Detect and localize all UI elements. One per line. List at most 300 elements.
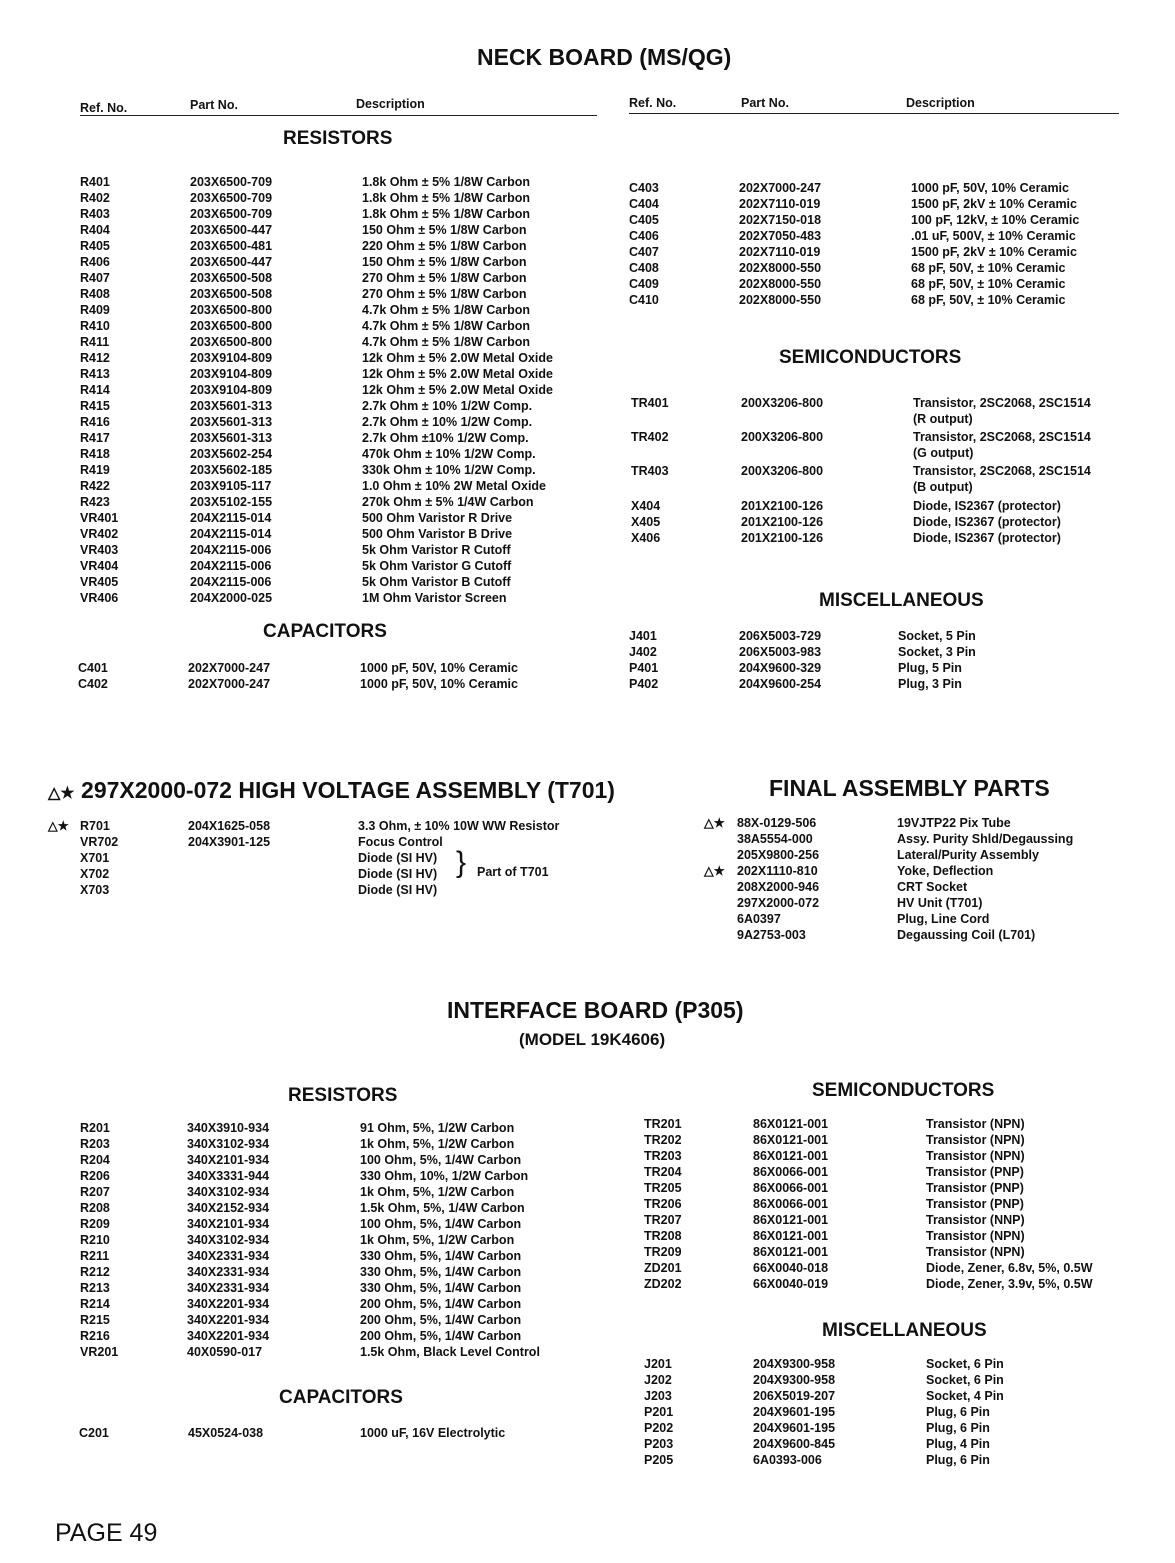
table-cell: R418 — [80, 447, 110, 461]
table-cell: 100 pF, 12kV, ± 10% Ceramic — [911, 213, 1080, 227]
table-row — [644, 1132, 1154, 1148]
description-line: (R output) — [913, 412, 973, 426]
table-row — [629, 228, 1149, 244]
table-cell: 203X6500-709 — [190, 175, 273, 189]
table-cell: C201 — [79, 1426, 109, 1440]
table-cell — [913, 429, 1143, 461]
table-row — [48, 818, 628, 834]
table-cell: VR702 — [80, 835, 119, 849]
interface-model: (MODEL 19K4606) — [519, 1030, 666, 1049]
table-row — [644, 1276, 1154, 1292]
table-row — [80, 174, 620, 190]
table-cell: TR203 — [644, 1149, 682, 1163]
table-cell: CRT Socket — [897, 880, 968, 894]
table-cell: C403 — [629, 181, 659, 195]
table-cell: 68 pF, 50V, ± 10% Ceramic — [911, 277, 1066, 291]
table-cell: 200X3206-800 — [741, 464, 824, 478]
table-cell: 2.7k Ohm ± 10% 1/2W Comp. — [362, 399, 533, 413]
table-row — [80, 1200, 600, 1216]
table-row — [48, 850, 628, 866]
table-row — [80, 526, 620, 542]
table-cell: Plug, 4 Pin — [926, 1437, 990, 1451]
table-cell: 340X2152-934 — [187, 1201, 270, 1215]
table-cell: P201 — [644, 1405, 674, 1419]
table-row — [80, 350, 620, 366]
table-cell: 202X8000-550 — [739, 277, 822, 291]
neck-transistors-table — [631, 395, 1151, 497]
table-cell: R211 — [80, 1249, 110, 1263]
table-cell: R403 — [80, 207, 110, 221]
table-cell: J402 — [629, 645, 657, 659]
table-cell: 200 Ohm, 5%, 1/4W Carbon — [360, 1313, 522, 1327]
table-cell: 201X2100-126 — [741, 531, 824, 545]
description-line: Transistor, 2SC2068, 2SC1514 — [913, 430, 1091, 444]
table-cell: Plug, 5 Pin — [898, 661, 962, 675]
table-cell: 270k Ohm ± 5% 1/4W Carbon — [362, 495, 534, 509]
table-cell: 1000 uF, 16V Electrolytic — [360, 1426, 506, 1440]
table-cell: Transistor (NPN) — [926, 1245, 1025, 1259]
table-cell: 66X0040-019 — [753, 1277, 829, 1291]
interface-misc-heading: MISCELLANEOUS — [822, 1320, 987, 1341]
table-cell: TR204 — [644, 1165, 682, 1179]
table-row — [80, 1296, 600, 1312]
table-cell: Plug, Line Cord — [897, 912, 990, 926]
neck-diodes-table — [631, 498, 1151, 546]
description-line: Transistor, 2SC2068, 2SC1514 — [913, 396, 1091, 410]
table-cell: J202 — [644, 1373, 672, 1387]
neck-misc-heading: MISCELLANEOUS — [819, 590, 984, 611]
table-cell: 45X0524-038 — [188, 1426, 264, 1440]
table-cell: 86X0121-001 — [753, 1213, 829, 1227]
table-cell: 203X6500-709 — [190, 191, 273, 205]
neck-resistors-table — [80, 174, 620, 606]
table-cell: R414 — [80, 383, 110, 397]
table-cell: 86X0121-001 — [753, 1117, 829, 1131]
table-row — [80, 1136, 600, 1152]
table-cell: 204X9601-195 — [753, 1421, 836, 1435]
table-cell: Transistor (PNP) — [926, 1165, 1024, 1179]
table-cell: 1M Ohm Varistor Screen — [362, 591, 507, 605]
table-row — [644, 1260, 1154, 1276]
table-cell: 203X5601-313 — [190, 415, 273, 429]
description-line: Transistor, 2SC2068, 2SC1514 — [913, 464, 1091, 478]
warning-star-icon: △★ — [48, 785, 75, 802]
table-cell: 40X0590-017 — [187, 1345, 263, 1359]
table-cell: 1000 pF, 50V, 10% Ceramic — [360, 661, 518, 675]
table-cell: R212 — [80, 1265, 110, 1279]
table-row — [629, 628, 1149, 644]
table-cell: R412 — [80, 351, 110, 365]
table-row — [644, 1116, 1154, 1132]
table-cell: 202X8000-550 — [739, 293, 822, 307]
table-cell: 202X1110-810 — [737, 864, 818, 878]
table-cell: Plug, 6 Pin — [926, 1405, 990, 1419]
table-cell: 203X6500-508 — [190, 287, 273, 301]
interface-semiconductors-heading: SEMICONDUCTORS — [812, 1080, 995, 1101]
table-row — [644, 1196, 1154, 1212]
description-line: (G output) — [913, 446, 974, 460]
table-cell: R423 — [80, 495, 110, 509]
table-cell: R215 — [80, 1313, 110, 1327]
table-cell: 204X2115-014 — [190, 527, 272, 541]
neck-capacitors-right-table — [629, 180, 1149, 308]
table-cell: 150 Ohm ± 5% 1/8W Carbon — [362, 223, 527, 237]
table-row — [80, 430, 620, 446]
hv-table — [48, 818, 628, 898]
table-cell: 297X2000-072 — [737, 896, 820, 910]
table-cell — [913, 463, 1143, 495]
table-cell: 340X3102-934 — [187, 1137, 270, 1151]
table-cell: ZD201 — [644, 1261, 682, 1275]
table-cell: R408 — [80, 287, 110, 301]
table-row — [629, 260, 1149, 276]
table-row — [80, 558, 620, 574]
table-cell: 340X2331-934 — [187, 1249, 270, 1263]
table-cell: 205X9800-256 — [737, 848, 820, 862]
table-cell: R419 — [80, 463, 110, 477]
table-cell: Transistor (PNP) — [926, 1181, 1024, 1195]
table-row — [80, 542, 620, 558]
table-cell: 1k Ohm, 5%, 1/2W Carbon — [360, 1137, 515, 1151]
table-cell: Plug, 3 Pin — [898, 677, 962, 691]
table-cell: 4.7k Ohm ± 5% 1/8W Carbon — [362, 319, 531, 333]
table-cell: 470k Ohm ± 10% 1/2W Comp. — [362, 447, 536, 461]
neck-board-title: NECK BOARD (MS/QG) — [477, 44, 732, 70]
table-row — [704, 831, 1144, 847]
table-cell: Socket, 6 Pin — [926, 1373, 1004, 1387]
table-row — [644, 1452, 1154, 1468]
table-cell: 100 Ohm, 5%, 1/4W Carbon — [360, 1153, 522, 1167]
description-line: (B output) — [913, 480, 973, 494]
table-row — [80, 1328, 600, 1344]
table-cell: 206X5019-207 — [753, 1389, 836, 1403]
table-cell: Diode, IS2367 (protector) — [913, 499, 1061, 513]
table-cell: 86X0066-001 — [753, 1165, 829, 1179]
table-cell: X406 — [631, 531, 661, 545]
table-cell: X702 — [80, 867, 110, 881]
table-cell: 2.7k Ohm ± 10% 1/2W Comp. — [362, 415, 533, 429]
table-cell: 340X2331-934 — [187, 1265, 270, 1279]
table-cell: TR206 — [644, 1197, 682, 1211]
table-cell: 500 Ohm Varistor R Drive — [362, 511, 513, 525]
table-cell: R406 — [80, 255, 110, 269]
table-row — [80, 222, 620, 238]
table-cell: R410 — [80, 319, 110, 333]
table-cell: 204X2000-025 — [190, 591, 273, 605]
table-cell: 6A0397 — [737, 912, 781, 926]
table-row — [80, 1344, 600, 1360]
table-cell: 206X5003-983 — [739, 645, 822, 659]
table-cell: △★ — [704, 864, 725, 878]
table-row — [644, 1212, 1154, 1228]
table-row — [644, 1244, 1154, 1260]
table-cell: R203 — [80, 1137, 110, 1151]
table-cell: VR402 — [80, 527, 119, 541]
table-cell — [913, 395, 1143, 427]
table-cell: Diode (SI HV) — [358, 883, 438, 897]
table-cell: Degaussing Coil (L701) — [897, 928, 1036, 942]
table-cell: C406 — [629, 229, 659, 243]
table-cell: 203X5601-313 — [190, 399, 273, 413]
table-cell: 340X3102-934 — [187, 1233, 270, 1247]
table-cell: Focus Control — [358, 835, 443, 849]
table-cell: R405 — [80, 239, 110, 253]
table-row — [631, 498, 1151, 514]
table-row — [80, 1248, 600, 1264]
table-cell: R208 — [80, 1201, 110, 1215]
table-cell: 220 Ohm ± 5% 1/8W Carbon — [362, 239, 527, 253]
table-cell: TR205 — [644, 1181, 682, 1195]
table-cell: .01 uF, 500V, ± 10% Ceramic — [911, 229, 1076, 243]
table-cell: Socket, 4 Pin — [926, 1389, 1004, 1403]
table-cell: 340X2101-934 — [187, 1153, 270, 1167]
table-cell: 86X0121-001 — [753, 1229, 829, 1243]
table-row — [80, 302, 620, 318]
table-cell: 86X0066-001 — [753, 1181, 829, 1195]
interface-resistors-table — [80, 1120, 600, 1360]
table-cell: 206X5003-729 — [739, 629, 822, 643]
table-cell: 270 Ohm ± 5% 1/8W Carbon — [362, 271, 527, 285]
table-cell: 201X2100-126 — [741, 515, 824, 529]
table-cell: 202X7110-019 — [739, 245, 821, 259]
header-desc-right: Description — [906, 96, 975, 110]
table-cell: P203 — [644, 1437, 674, 1451]
table-cell: R407 — [80, 271, 110, 285]
table-cell: X404 — [631, 499, 661, 513]
table-row — [629, 212, 1149, 228]
table-cell: 204X9300-958 — [753, 1373, 836, 1387]
table-cell: 38A5554-000 — [737, 832, 813, 846]
table-cell: 12k Ohm ± 5% 2.0W Metal Oxide — [362, 351, 553, 365]
table-cell: 203X6500-447 — [190, 255, 273, 269]
table-cell: 68 pF, 50V, ± 10% Ceramic — [911, 261, 1066, 275]
table-cell: J201 — [644, 1357, 672, 1371]
table-row — [80, 1264, 600, 1280]
table-cell: R209 — [80, 1217, 110, 1231]
table-cell: J203 — [644, 1389, 672, 1403]
table-row — [80, 382, 620, 398]
table-cell: 2.7k Ohm ±10% 1/2W Comp. — [362, 431, 529, 445]
neck-capacitors-left-table — [78, 660, 618, 692]
table-cell: Transistor (NPN) — [926, 1133, 1025, 1147]
table-row — [644, 1388, 1154, 1404]
table-row — [80, 574, 620, 590]
table-cell: 204X9300-958 — [753, 1357, 836, 1371]
table-row — [644, 1180, 1154, 1196]
table-row — [80, 510, 620, 526]
table-cell: R204 — [80, 1153, 110, 1167]
table-cell: 150 Ohm ± 5% 1/8W Carbon — [362, 255, 527, 269]
table-row — [629, 644, 1149, 660]
table-cell: R206 — [80, 1169, 110, 1183]
table-row — [629, 244, 1149, 260]
brace-symbol: } — [456, 846, 467, 879]
table-row — [644, 1372, 1154, 1388]
table-cell: TR209 — [644, 1245, 682, 1259]
table-cell: Transistor (NPN) — [926, 1117, 1025, 1131]
table-cell: 86X0121-001 — [753, 1149, 829, 1163]
table-cell: 340X3910-934 — [187, 1121, 270, 1135]
table-cell: 500 Ohm Varistor B Drive — [362, 527, 513, 541]
table-row — [80, 206, 620, 222]
table-cell: 208X2000-946 — [737, 880, 820, 894]
table-cell: 340X2331-934 — [187, 1281, 270, 1295]
table-cell: VR404 — [80, 559, 119, 573]
table-row — [80, 334, 620, 350]
table-cell: TR208 — [644, 1229, 682, 1243]
table-row — [80, 1280, 600, 1296]
final-assembly-title: FINAL ASSEMBLY PARTS — [769, 775, 1050, 801]
table-cell: VR403 — [80, 543, 119, 557]
header-rule-right — [629, 113, 1119, 114]
table-cell: 202X7000-247 — [739, 181, 822, 195]
table-cell: C402 — [78, 677, 108, 691]
table-cell: Socket, 6 Pin — [926, 1357, 1004, 1371]
neck-semiconductors-heading: SEMICONDUCTORS — [779, 347, 962, 368]
table-row — [80, 190, 620, 206]
table-cell: R207 — [80, 1185, 110, 1199]
table-cell: 340X2201-934 — [187, 1313, 270, 1327]
table-row — [631, 530, 1151, 546]
table-cell: 86X0121-001 — [753, 1133, 829, 1147]
neck-resistors-heading: RESISTORS — [283, 128, 393, 149]
header-part-right: Part No. — [741, 96, 789, 110]
table-cell: R402 — [80, 191, 110, 205]
table-cell: R417 — [80, 431, 110, 445]
page-number: PAGE 49 — [55, 1519, 158, 1547]
neck-capacitors-heading: CAPACITORS — [263, 621, 387, 642]
final-assembly-table — [704, 815, 1144, 943]
table-cell: 100 Ohm, 5%, 1/4W Carbon — [360, 1217, 522, 1231]
table-row — [80, 462, 620, 478]
table-row — [80, 1168, 600, 1184]
table-cell: P202 — [644, 1421, 674, 1435]
table-cell: Plug, 6 Pin — [926, 1453, 990, 1467]
table-cell: HV Unit (T701) — [897, 896, 983, 910]
table-row — [79, 1425, 599, 1441]
table-cell: J401 — [629, 629, 657, 643]
table-cell: R210 — [80, 1233, 110, 1247]
table-cell: Diode (SI HV) — [358, 851, 438, 865]
table-row — [704, 863, 1144, 879]
table-cell: Assy. Purity Shld/Degaussing — [897, 832, 1074, 846]
table-cell: 66X0040-018 — [753, 1261, 829, 1275]
table-cell: 340X2201-934 — [187, 1297, 270, 1311]
table-cell: Lateral/Purity Assembly — [897, 848, 1039, 862]
table-cell: 200 Ohm, 5%, 1/4W Carbon — [360, 1297, 522, 1311]
table-row — [80, 1184, 600, 1200]
table-cell: 88X-0129-506 — [737, 816, 817, 830]
header-rule-left — [80, 115, 597, 116]
table-cell: Transistor (NPN) — [926, 1229, 1025, 1243]
table-cell: 204X3901-125 — [188, 835, 271, 849]
table-cell: 1500 pF, 2kV ± 10% Ceramic — [911, 197, 1077, 211]
table-cell: 1.5k Ohm, Black Level Control — [360, 1345, 540, 1359]
table-cell: 340X2201-934 — [187, 1329, 270, 1343]
table-cell: C410 — [629, 293, 659, 307]
table-cell: Transistor (PNP) — [926, 1197, 1024, 1211]
table-cell: 1.8k Ohm ± 5% 1/8W Carbon — [362, 175, 531, 189]
interface-resistors-heading: RESISTORS — [288, 1085, 398, 1106]
table-row — [629, 292, 1149, 308]
table-cell: 4.7k Ohm ± 5% 1/8W Carbon — [362, 303, 531, 317]
table-row — [80, 238, 620, 254]
table-cell: 201X2100-126 — [741, 499, 824, 513]
table-row — [631, 463, 1151, 497]
table-cell: VR406 — [80, 591, 119, 605]
table-cell: 204X9600-329 — [739, 661, 822, 675]
table-cell: 330 Ohm, 10%, 1/2W Carbon — [360, 1169, 529, 1183]
table-cell: 203X6500-508 — [190, 271, 273, 285]
table-row — [629, 276, 1149, 292]
table-cell: Diode, Zener, 3.9v, 5%, 0.5W — [926, 1277, 1093, 1291]
table-row — [80, 1232, 600, 1248]
table-cell: 1k Ohm, 5%, 1/2W Carbon — [360, 1233, 515, 1247]
table-cell: C409 — [629, 277, 659, 291]
table-cell: 203X9104-809 — [190, 383, 273, 397]
table-cell: R701 — [80, 819, 110, 833]
table-cell: Diode, Zener, 6.8v, 5%, 0.5W — [926, 1261, 1093, 1275]
table-cell: 6A0393-006 — [753, 1453, 822, 1467]
table-cell: X703 — [80, 883, 110, 897]
table-cell: 12k Ohm ± 5% 2.0W Metal Oxide — [362, 383, 553, 397]
table-cell: Socket, 5 Pin — [898, 629, 976, 643]
table-cell: TR403 — [631, 464, 669, 478]
table-cell: 340X2101-934 — [187, 1217, 270, 1231]
table-cell: 19VJTP22 Pix Tube — [897, 816, 1011, 830]
header-ref-left: Ref. No. — [80, 101, 128, 115]
table-cell: 1000 pF, 50V, 10% Ceramic — [360, 677, 518, 691]
table-cell: 203X6500-709 — [190, 207, 273, 221]
interface-capacitors-table — [79, 1425, 599, 1441]
table-cell: Plug, 6 Pin — [926, 1421, 990, 1435]
table-cell: P205 — [644, 1453, 674, 1467]
table-cell: 1500 pF, 2kV ± 10% Ceramic — [911, 245, 1077, 259]
table-cell: 5k Ohm Varistor G Cutoff — [362, 559, 512, 573]
table-cell: 1k Ohm, 5%, 1/2W Carbon — [360, 1185, 515, 1199]
table-cell: 340X3331-944 — [187, 1169, 270, 1183]
table-cell: 202X7000-247 — [188, 661, 271, 675]
table-cell: VR405 — [80, 575, 119, 589]
table-row — [80, 318, 620, 334]
table-cell: C407 — [629, 245, 659, 259]
table-row — [78, 676, 618, 692]
table-cell: 203X5602-185 — [190, 463, 273, 477]
table-cell: TR401 — [631, 396, 669, 410]
table-cell: R404 — [80, 223, 110, 237]
interface-misc-table — [644, 1356, 1154, 1468]
table-cell: 1000 pF, 50V, 10% Ceramic — [911, 181, 1069, 195]
table-cell: 203X5602-254 — [190, 447, 273, 461]
table-cell: 3.3 Ohm, ± 10% 10W WW Resistor — [358, 819, 560, 833]
table-row — [644, 1148, 1154, 1164]
table-cell: 204X9601-195 — [753, 1405, 836, 1419]
table-cell: R214 — [80, 1297, 110, 1311]
table-cell: R411 — [80, 335, 110, 349]
table-cell: TR201 — [644, 1117, 682, 1131]
table-cell: 330k Ohm ± 10% 1/2W Comp. — [362, 463, 536, 477]
header-part-left: Part No. — [190, 98, 238, 112]
table-cell: 340X3102-934 — [187, 1185, 270, 1199]
table-cell: 12k Ohm ± 5% 2.0W Metal Oxide — [362, 367, 553, 381]
table-cell: 202X7110-019 — [739, 197, 821, 211]
table-cell: P401 — [629, 661, 659, 675]
table-cell: 203X9105-117 — [190, 479, 272, 493]
table-cell: X405 — [631, 515, 661, 529]
table-cell: 330 Ohm, 5%, 1/4W Carbon — [360, 1265, 522, 1279]
table-cell: VR201 — [80, 1345, 119, 1359]
table-row — [644, 1228, 1154, 1244]
